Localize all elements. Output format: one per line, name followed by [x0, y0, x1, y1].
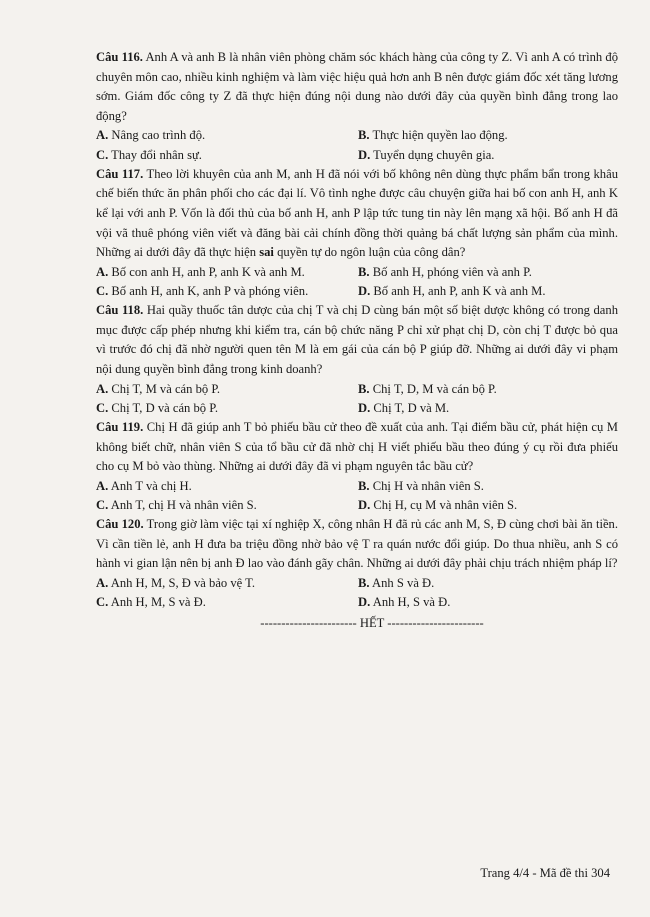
answer-options [96, 263, 618, 301]
option-c: C. Anh T, chị H và nhân viên S. [96, 497, 257, 512]
option-d: D. Tuyển dụng chuyên gia. [358, 147, 495, 162]
question-stem [96, 301, 618, 379]
question-stem [96, 48, 618, 126]
end-marker: ----------------------- HẾT ----------------------- [260, 616, 484, 631]
answer-options [96, 574, 618, 612]
question-117 [96, 165, 618, 301]
option-b: B. Thực hiện quyền lao động. [358, 128, 508, 143]
question-text: Trong giờ làm việc tại xí nghiệp X, công nhân H đã rủ các anh M, S, Đ cùng chơi bài ăn tiền. Vì cần tiền lẻ, anh H đưa ba triệu đồng nhờ bảo vệ T ra quán nước đổi giúp. Do thua nhiều, anh S có hành vi gian lận nên bị anh Đ lao vào đánh gãy chân. Những ai dưới đây phải chịu trách nhiệm pháp lí? [96, 517, 618, 571]
question-120 [96, 515, 618, 612]
question-number: Câu 120. [96, 517, 144, 532]
option-c: C. Chị T, D và cán bộ P. [96, 400, 218, 415]
option-c: C. Bố anh H, anh K, anh P và phóng viên. [96, 283, 309, 298]
question-text: Theo lời khuyên của anh M, anh H đã nói với bố không nên dùng thực phẩm bẩn trong khâu chế biến thức ăn phân phối cho các đại lí. Vô tình nghe được câu chuyện giữa hai bố con anh H, anh K kể lại với anh P. Vốn là đối thủ của bố anh H, anh P lập tức tung tin này lên mạng xã hội. Bố anh H đã vội vã thuê phóng viên viết và đăng bài cải chính đồng thời quảng bá chất lượng sản phẩm của mình. Những ai dưới đây đã thực hiện [96, 166, 618, 260]
option-d: D. Chị T, D và M. [358, 400, 450, 415]
option-d: D. Chị H, cụ M và nhân viên S. [358, 497, 518, 512]
question-text: Chị H đã giúp anh T bỏ phiếu bầu cử theo đề xuất của anh. Tại điểm bầu cử, phát hiện cụ M không biết chữ, nhân viên S của tổ bầu cử đã nhờ chị H viết phiếu bầu theo đúng ý cụ rồi đưa phiếu cho cụ M bỏ vào thùng. Những ai dưới đây đã vi phạm nguyên tắc bầu cử? [96, 419, 619, 474]
option-b: B. Bố anh H, phóng viên và anh P. [358, 264, 532, 279]
option-d: D. Anh H, S và Đ. [358, 595, 451, 610]
option-a: A. Bố con anh H, anh P, anh K và anh M. [96, 264, 305, 279]
option-b: B. Chị H và nhân viên S. [358, 478, 484, 493]
question-number: Câu 119. [96, 419, 144, 434]
question-stem [96, 165, 618, 263]
question-number: Câu 116. [96, 50, 143, 64]
question-number: Câu 118. [96, 303, 144, 318]
option-a: A. Nâng cao trình độ. [96, 128, 206, 143]
answer-options [96, 126, 618, 164]
emphasis-word: sai [259, 245, 274, 260]
question-text: Anh A và anh B là nhân viên phòng chăm sóc khách hàng của công ty Z. Vì anh A có trình độ chuyên môn cao, nhiều kinh nghiệm và làm việc hiệu quả hơn anh B nên được giám đốc xét tăng lương sớm. Giám đốc công ty Z đã thực hiện đúng nội dung nào dưới đây của quyền bình đẳng trong lao động? [96, 50, 618, 123]
page-footer: Trang 4/4 - Mã đề thi 304 [480, 866, 610, 880]
option-b: B. Chị T, D, M và cán bộ P. [358, 381, 497, 396]
option-c: C. Thay đổi nhân sự. [96, 147, 202, 162]
question-stem [96, 418, 618, 477]
option-c: C. Anh H, M, S và Đ. [96, 595, 206, 610]
question-text: Hai quầy thuốc tân dược của chị T và chị D cùng bán một số biệt dược không có trong danh mục được cấp phép nhưng khi kiểm tra, cán bộ chức năng P chỉ xử phạt chị D, còn chị T được bỏ qua vì trước đó chị đã nhờ người quen tên M là em gái của cán bộ P giúp đỡ. Những ai dưới đây vi phạm nội dung quyền bình đẳng trong kinh doanh? [96, 303, 618, 376]
option-d: D. Bố anh H, anh P, anh K và anh M. [358, 283, 546, 298]
answer-options [96, 380, 618, 418]
option-a: A. Anh H, M, S, Đ và bảo vệ T. [96, 575, 256, 590]
question-text-end: quyền tự do ngôn luận của công dân? [277, 245, 466, 260]
option-b: B. Anh S và Đ. [358, 575, 435, 590]
option-a: A. Chị T, M và cán bộ P. [96, 381, 221, 396]
question-116 [96, 48, 618, 165]
question-119 [96, 418, 618, 515]
question-stem [96, 515, 618, 574]
question-118 [96, 301, 618, 418]
question-number: Câu 117. [96, 166, 144, 181]
answer-options [96, 477, 618, 515]
option-a: A. Anh T và chị H. [96, 478, 192, 493]
exam-content [96, 48, 618, 633]
